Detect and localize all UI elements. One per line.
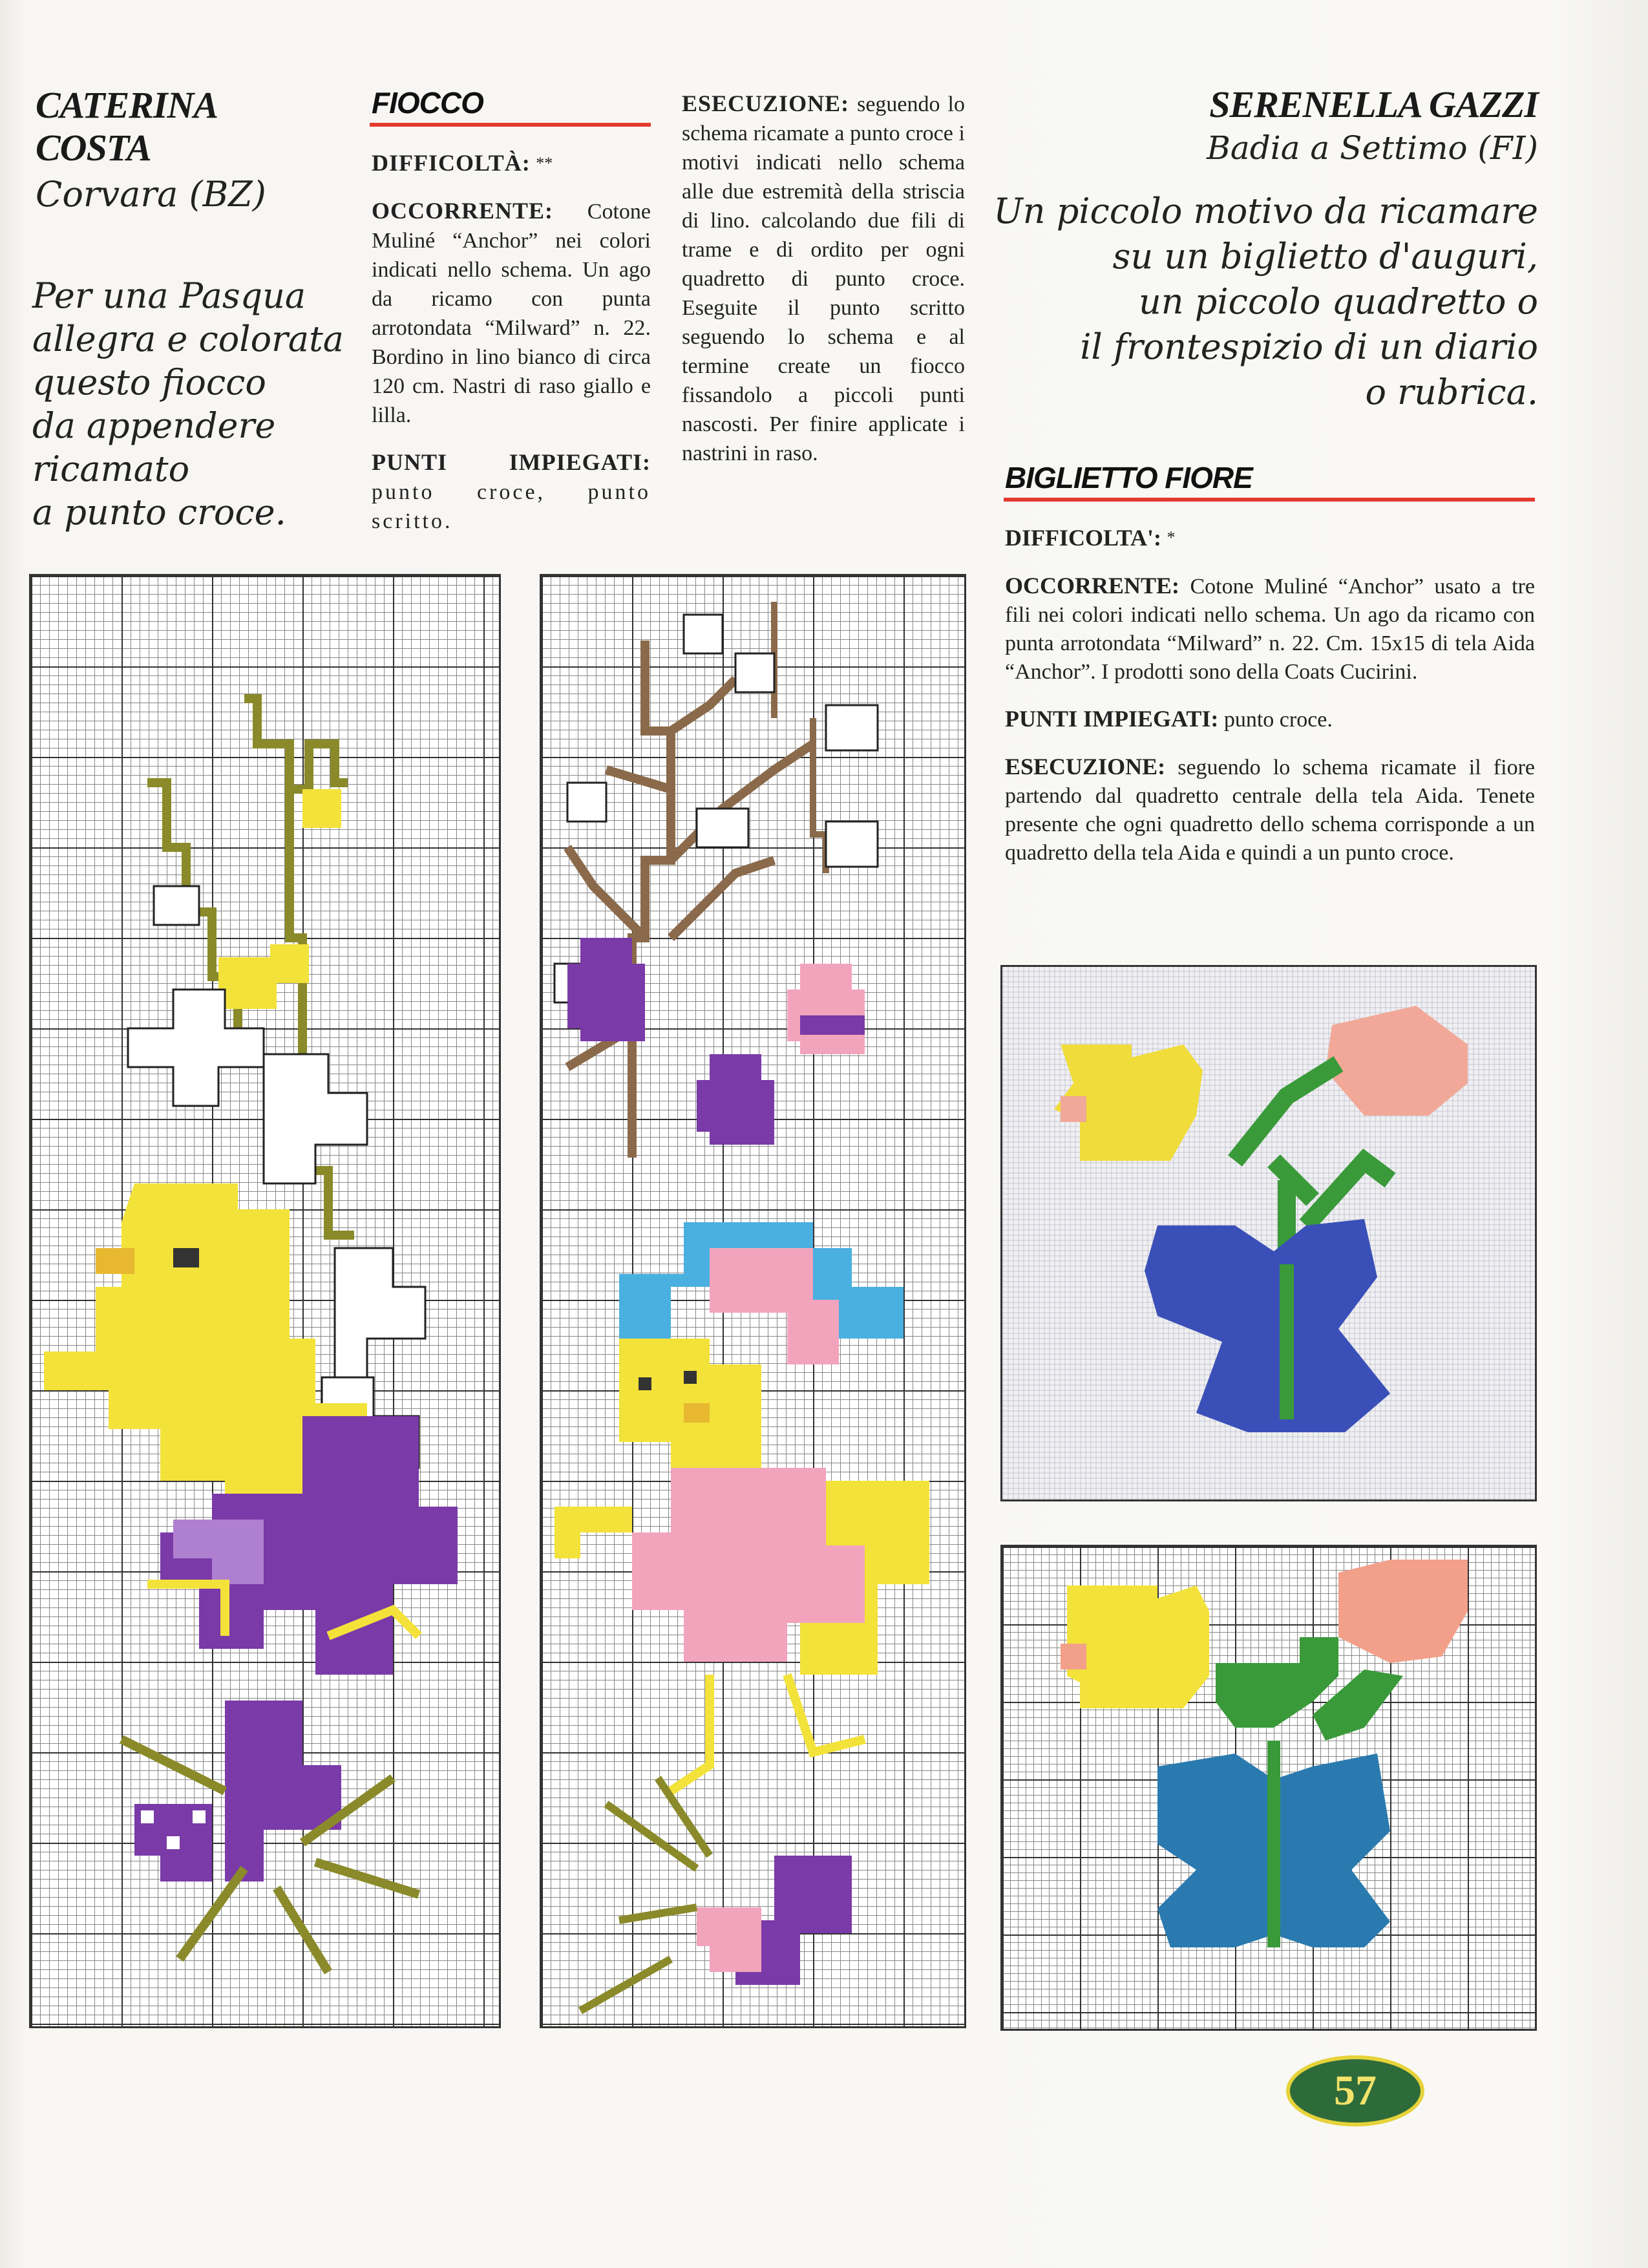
left-author-name <box>36 84 218 169</box>
fiocco-chart-left-pattern <box>31 576 501 2028</box>
left-intro-line: questo fiocco <box>32 362 266 403</box>
biglietto-photo <box>1000 965 1537 1501</box>
right-intro-line: Un piccolo motivo da ricamare <box>993 191 1538 231</box>
biglietto-materials <box>1005 571 1535 686</box>
biglietto-materials-label: OCCORRENTE: <box>1005 573 1180 599</box>
biglietto-difficulty-label: DIFFICOLTA': <box>1005 525 1162 551</box>
fiocco-materials-label: OCCORRENTE: <box>372 198 554 224</box>
right-intro-line: il frontespizio di un diario <box>1080 326 1538 367</box>
left-intro-line: a punto croce. <box>32 492 286 533</box>
fiocco-difficulty <box>372 149 651 178</box>
biglietto-title: BIGLIETTO FIORE <box>1005 461 1252 494</box>
biglietto-materials-text: Cotone Muliné “Anchor” usato a tre fili nei colori indicati nello schema. Un ago da ricamo con punta arrotondata “Milward” n. 22. Cm. 15x15 di tela Aida “Anchor”. I prodotti sono della Coats Cucirini. <box>1005 575 1536 684</box>
right-intro-line: su un biglietto d'auguri, <box>1112 236 1538 277</box>
fiocco-difficulty-value: ** <box>536 154 553 173</box>
biglietto-difficulty-value: * <box>1167 528 1176 547</box>
biglietto-stitches <box>1005 705 1535 734</box>
fiocco-materials-text: Cotone Muliné “Anchor” nei colori indicati nello schema. Un ago da ricamo con punta arrotondata “Milward” n. 22. Bordino in lino bianco di circa 120 cm. Nastri di raso giallo e lilla. <box>372 200 651 427</box>
fiocco-title: FIOCCO <box>372 86 483 120</box>
right-intro <box>982 189 1538 415</box>
page-number-badge <box>1286 2055 1424 2126</box>
fiocco-chart-left <box>29 574 501 2028</box>
left-intro <box>32 274 355 534</box>
left-author-name-line2: COSTA <box>36 127 151 169</box>
biglietto-photo-embroidery <box>1002 967 1537 1501</box>
fiocco-execution-text: seguendo lo schema ricamate a punto croce i motivi indicati nello schema alle due estremità della striscia di lino. calcolando due fili di trame e di ordito per ogni quadretto di punto croce. Eseguite il punto scritto seguendo lo schema e al termine create un fiocco fissandolo a piccoli punti nascosti. Per finire applicate i nastrini in raso. <box>682 92 966 465</box>
left-intro-line: Per una Pasqua <box>32 275 306 316</box>
right-intro-line: un piccolo quadretto o <box>1139 281 1538 322</box>
fiocco-stitches-text: punto croce, punto scritto. <box>372 480 651 533</box>
fiocco-difficulty-label: DIFFICOLTÀ: <box>372 150 531 176</box>
biglietto-execution-label: ESECUZIONE: <box>1005 754 1166 779</box>
biglietto-execution <box>1005 752 1535 867</box>
biglietto-stitches-text: punto croce. <box>1223 708 1333 732</box>
fiocco-execution-label: ESECUZIONE: <box>682 90 850 116</box>
left-intro-line: ricamato <box>32 449 190 489</box>
left-intro-line: da appendere <box>32 405 276 446</box>
right-intro-line: o rubrica. <box>1365 372 1538 412</box>
biglietto-stitches-label: PUNTI IMPIEGATI: <box>1005 706 1219 732</box>
right-author-place: Badia a Settimo (FI) <box>1207 129 1538 167</box>
fiocco-materials <box>372 196 651 430</box>
left-author-name-line1: CATERINA <box>36 84 218 126</box>
fiocco-stitches-label: PUNTI IMPIEGATI: <box>372 449 651 475</box>
fiocco-chart-right <box>540 574 966 2028</box>
fiocco-title-rule <box>370 123 651 127</box>
left-intro-line: allegra e colorata <box>32 319 344 359</box>
fiocco-execution <box>682 89 965 468</box>
biglietto-execution-text: seguendo lo schema ricamate il fiore partendo dal quadretto centrale della tela Aida. Tenete presente che ogni quadretto dello schema corrisponde a un quadretto della tela Aida e quindi a un punto croce. <box>1005 756 1535 865</box>
biglietto-difficulty <box>1005 524 1535 553</box>
biglietto-chart <box>1000 1545 1537 2031</box>
biglietto-title-rule <box>1004 498 1535 502</box>
fiocco-column-2 <box>682 89 965 468</box>
fiocco-chart-right-pattern <box>542 576 966 2028</box>
fiocco-stitches <box>372 448 651 536</box>
biglietto-chart-pattern <box>1002 1547 1537 2031</box>
left-author-place: Corvara (BZ) <box>36 174 266 215</box>
biglietto-text <box>1005 524 1535 867</box>
page-number: 57 <box>1334 2067 1377 2114</box>
fiocco-column-1 <box>372 149 651 536</box>
right-author-name: SERENELLA GAZZI <box>1209 83 1538 125</box>
